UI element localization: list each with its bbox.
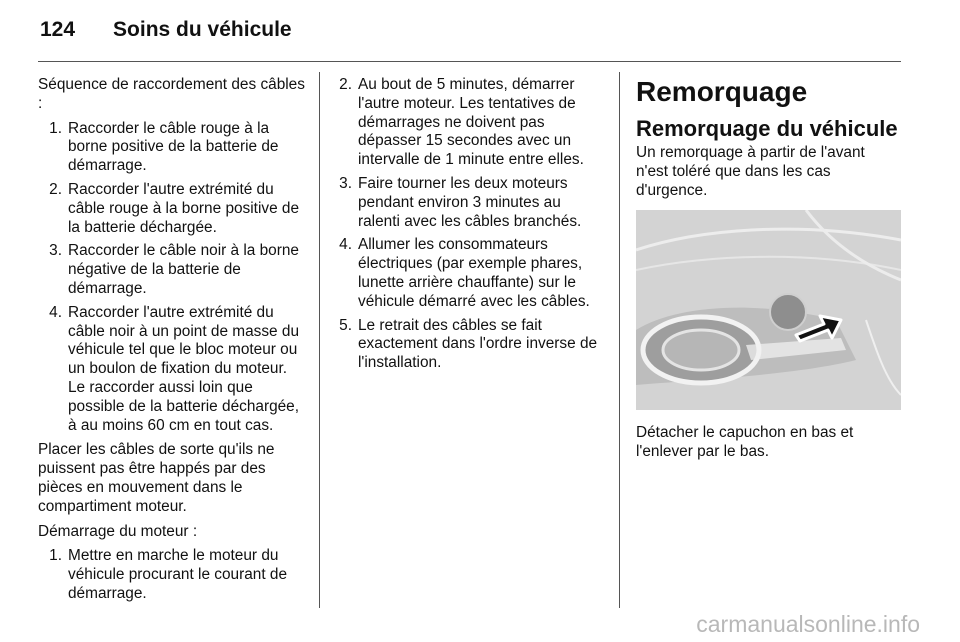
column-divider-2 [619, 72, 620, 608]
column-3 [636, 76, 901, 468]
figure-caption: Détacher le capuchon en bas et l'enlever par le bas. [636, 424, 854, 461]
list-item [38, 181, 306, 237]
list-item [330, 236, 602, 311]
page-header [40, 18, 292, 48]
step-text: Au bout de 5 minutes, démarrer l'autre moteur. Les tentatives de démarrages ne doivent pas dépasser 15 secondes avec un intervalle de 1 minute entre elles. [358, 76, 584, 169]
step-number: 3. [339, 174, 352, 192]
step-number: 4. [49, 303, 62, 321]
list-item [330, 175, 602, 231]
list-item [330, 317, 602, 373]
step-number: 1. [49, 547, 62, 565]
step-text: Le retrait des câbles se fait exactement dans l'ordre inverse de l'installation. [358, 316, 598, 372]
start-steps-continued [330, 76, 602, 373]
start-intro: Démarrage du moteur : [38, 522, 198, 540]
step-text: Allumer les consommateurs électriques (par exemple phares, lunette arrière chauffante) sur le véhicule démarré avec les câbles. [358, 236, 590, 310]
column-divider-1 [319, 72, 320, 608]
section-heading: Remorquage [636, 76, 808, 107]
towing-paragraph: Un remorquage à partir de l'avant n'est toléré que dans les cas d'urgence. [636, 144, 865, 199]
cable-placement-paragraph: Placer les câbles de sorte qu'ils ne puissent pas être happés par des pièces en mouvement dans le compartiment moteur. [38, 441, 275, 515]
step-text: Raccorder le câble rouge à la borne positive de la batterie de démarrage. [68, 119, 279, 175]
page-number: 124 [40, 18, 76, 41]
connection-steps [38, 120, 306, 436]
page-title: Soins du véhicule [113, 18, 292, 41]
column-2 [330, 76, 602, 379]
list-item [38, 547, 306, 603]
step-text: Raccorder le câble noir à la borne négative de la batterie de démarrage. [68, 242, 299, 297]
start-steps [38, 547, 306, 603]
step-number: 1. [49, 119, 62, 137]
step-number: 2. [339, 76, 352, 93]
step-text: Faire tourner les deux moteurs pendant environ 3 minutes au ralenti avec les câbles branchés. [358, 174, 582, 230]
sequence-intro: Séquence de raccordement des câbles : [38, 76, 305, 112]
list-item [38, 120, 306, 176]
step-number: 2. [49, 180, 62, 198]
list-item [38, 304, 306, 436]
bumper-illustration [636, 210, 901, 410]
watermark: carmanualsonline.info [696, 611, 920, 637]
step-number: 4. [339, 236, 352, 254]
bumper-cap-figure [636, 210, 901, 410]
column-1 [38, 76, 306, 610]
header-rule [38, 61, 901, 62]
list-item [38, 242, 306, 298]
step-text: Mettre en marche le moteur du véhicule procurant le courant de démarrage. [68, 547, 288, 602]
step-number: 5. [339, 316, 352, 334]
list-item [330, 76, 602, 170]
step-text: Raccorder l'autre extrémité du câble rouge à la borne positive de la batterie déchargée. [68, 180, 300, 236]
subsection-heading: Remorquage du véhicule [636, 116, 898, 141]
step-text: Raccorder l'autre extrémité du câble noir à un point de masse du véhicule tel que le bloc moteur ou un boulon de fixation du moteur. Le raccorder aussi loin que possible de la batterie déchargée, à au moins 60 cm en tout cas. [68, 303, 300, 434]
step-number: 3. [49, 242, 62, 260]
